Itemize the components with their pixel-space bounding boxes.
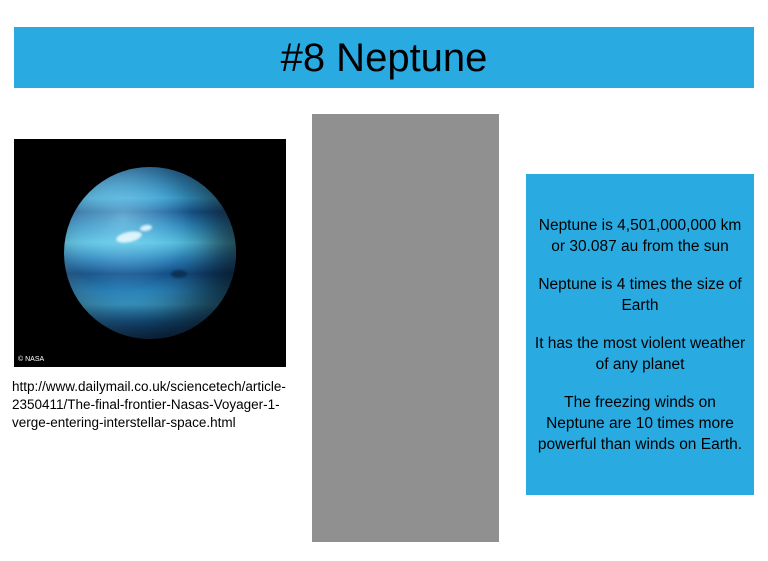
image-credit: © NASA [18, 356, 45, 363]
neptune-photo [14, 139, 286, 367]
dark-spot-icon [171, 270, 187, 278]
fact-item: Neptune is 4 times the size of Earth [538, 275, 742, 314]
fact-item: Neptune is 4,501,000,000 km or 30.087 au from the sun [538, 216, 742, 255]
page-title: #8 Neptune [280, 35, 488, 80]
storm-spot-icon [115, 230, 143, 245]
neptune-disc-graphic [64, 167, 236, 339]
title-bar [14, 27, 754, 88]
gray-placeholder [312, 114, 499, 542]
source-url[interactable]: http://www.dailymail.co.uk/sciencetech/article-2350411/The-final-frontier-Nasas-Voyager-1-verge-entering-interstellar-space.html [12, 379, 286, 430]
facts-box [526, 174, 754, 495]
fact-item: The freezing winds on Neptune are 10 times more powerful than winds on Earth. [537, 393, 743, 453]
fact-item: It has the most violent weather of any planet [534, 334, 746, 373]
storm-spot-secondary-icon [139, 224, 152, 232]
